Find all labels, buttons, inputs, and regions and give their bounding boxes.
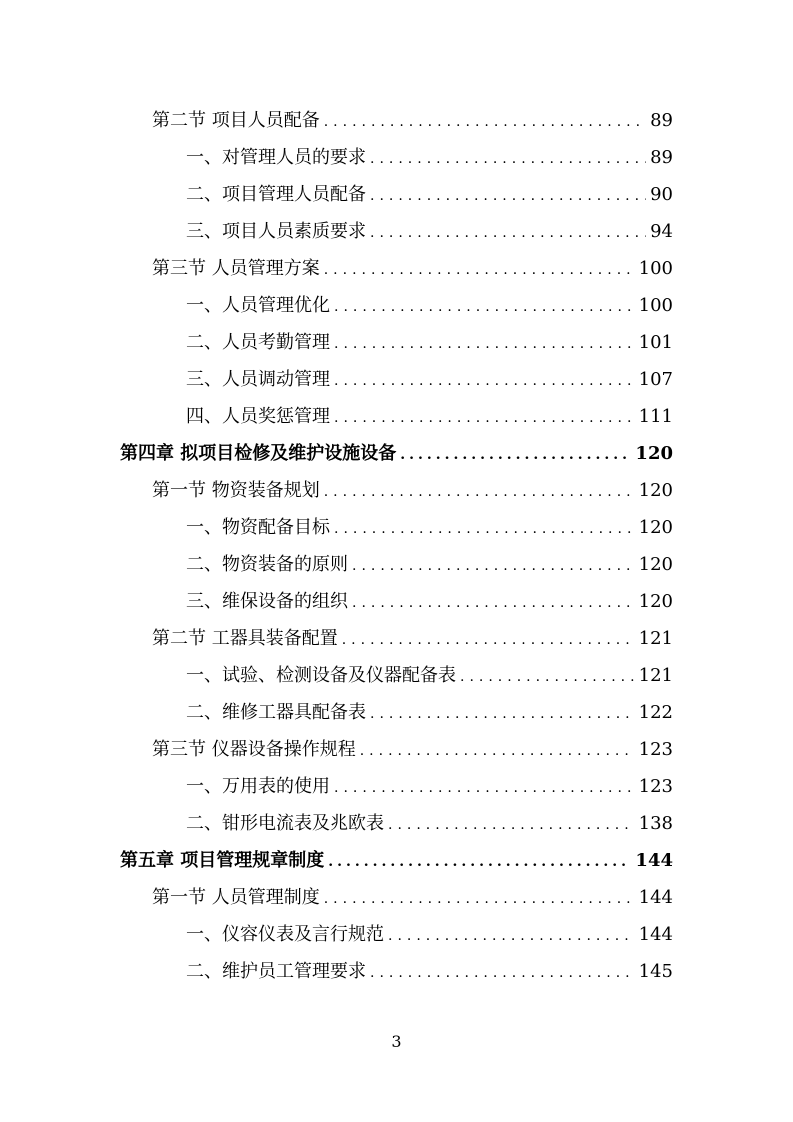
- toc-entry-label: 一、试验、检测设备及仪器配备表: [186, 665, 456, 686]
- toc-entry[interactable]: [152, 107, 673, 135]
- toc-entry[interactable]: [186, 144, 673, 172]
- toc-entry-label: 第三节 仪器设备操作规程: [152, 739, 356, 760]
- toc-leader-dots: [324, 108, 646, 136]
- toc-entry-label: 第三节 人员管理方案: [152, 258, 320, 279]
- toc-entry-page: 123: [638, 739, 673, 760]
- toc-chapter-entry[interactable]: [120, 847, 673, 875]
- toc-entry-page: 94: [650, 221, 673, 242]
- toc-entry[interactable]: [186, 514, 673, 542]
- toc-entry-label: 一、对管理人员的要求: [186, 147, 366, 168]
- toc-leader-dots: [460, 663, 635, 691]
- toc-leader-dots: [360, 737, 635, 765]
- toc-entry[interactable]: [186, 181, 673, 209]
- toc-leader-dots: [352, 589, 635, 617]
- toc-entry-page: 121: [638, 628, 673, 649]
- toc-entry-page: 144: [635, 850, 673, 871]
- toc-entry-page: 144: [638, 887, 673, 908]
- toc-entry[interactable]: [186, 218, 673, 246]
- toc-leader-dots: [342, 626, 635, 654]
- toc-entry-page: 120: [638, 480, 673, 501]
- toc-leader-dots: [352, 552, 635, 580]
- toc-leader-dots: [328, 848, 631, 876]
- toc-leader-dots: [324, 885, 635, 913]
- toc-entry-label: 三、维保设备的组织: [186, 591, 348, 612]
- toc-entry[interactable]: [152, 255, 673, 283]
- toc-leader-dots: [370, 700, 635, 728]
- toc-entry-page: 111: [638, 406, 673, 427]
- toc-entry-label: 第四章 拟项目检修及维护设施设备: [120, 443, 397, 464]
- toc-entry[interactable]: [186, 773, 673, 801]
- toc-leader-dots: [324, 478, 635, 506]
- toc-entry-label: 第二节 项目人员配备: [152, 110, 320, 131]
- toc-entry-label: 一、仪容仪表及言行规范: [186, 924, 384, 945]
- toc-entry-label: 三、项目人员素质要求: [186, 221, 366, 242]
- toc-entry-label: 二、物资装备的原则: [186, 554, 348, 575]
- toc-leader-dots: [370, 182, 646, 210]
- toc-entry-page: 101: [638, 332, 673, 353]
- toc-entry-page: 120: [638, 517, 673, 538]
- toc-entry[interactable]: [186, 588, 673, 616]
- toc-leader-dots: [334, 774, 635, 802]
- toc-entry-label: 二、项目管理人员配备: [186, 184, 366, 205]
- page-number: 3: [391, 1032, 402, 1051]
- toc-entry[interactable]: [186, 958, 673, 986]
- toc-leader-dots: [334, 293, 635, 321]
- toc-entry-page: 89: [650, 110, 673, 131]
- toc-entry-label: 第一节 人员管理制度: [152, 887, 320, 908]
- toc-entry[interactable]: [152, 736, 673, 764]
- toc-chapter-entry[interactable]: [120, 440, 673, 468]
- toc-entry-label: 四、人员奖惩管理: [186, 406, 330, 427]
- toc-entry[interactable]: [152, 625, 673, 653]
- toc-leader-dots: [400, 441, 631, 469]
- toc-entry-label: 二、维护员工管理要求: [186, 961, 366, 982]
- toc-leader-dots: [334, 367, 635, 395]
- toc-entry-page: 144: [638, 924, 673, 945]
- toc-entry-page: 100: [638, 258, 673, 279]
- toc-entry[interactable]: [186, 699, 673, 727]
- toc-entry[interactable]: [152, 477, 673, 505]
- toc-entry[interactable]: [186, 329, 673, 357]
- toc-entry[interactable]: [186, 403, 673, 431]
- toc-entry-label: 第一节 物资装备规划: [152, 480, 320, 501]
- toc-entry-label: 一、人员管理优化: [186, 295, 330, 316]
- toc-entry-label: 一、物资配备目标: [186, 517, 330, 538]
- toc-leader-dots: [334, 404, 635, 432]
- toc-entry-label: 第二节 工器具装备配置: [152, 628, 338, 649]
- toc-leader-dots: [370, 219, 646, 247]
- toc-entry-page: 90: [650, 184, 673, 205]
- toc-entry[interactable]: [186, 292, 673, 320]
- toc-entry[interactable]: [186, 366, 673, 394]
- toc-entry-page: 123: [638, 776, 673, 797]
- toc-entry[interactable]: [186, 921, 673, 949]
- toc-entry-page: 120: [638, 591, 673, 612]
- toc-entry[interactable]: [186, 810, 673, 838]
- toc-entry-page: 107: [638, 369, 673, 390]
- toc-leader-dots: [370, 145, 646, 173]
- toc-entry-page: 120: [638, 554, 673, 575]
- toc-entry-label: 一、万用表的使用: [186, 776, 330, 797]
- toc-leader-dots: [388, 922, 635, 950]
- toc-entry[interactable]: [152, 884, 673, 912]
- toc-entry-page: 100: [638, 295, 673, 316]
- toc-entry-page: 138: [638, 813, 673, 834]
- toc-leader-dots: [388, 811, 635, 839]
- toc-entry-page: 122: [638, 702, 673, 723]
- toc-entry-label: 二、钳形电流表及兆欧表: [186, 813, 384, 834]
- toc-entry[interactable]: [186, 662, 673, 690]
- toc-entry-label: 二、维修工器具配备表: [186, 702, 366, 723]
- toc-entry-label: 二、人员考勤管理: [186, 332, 330, 353]
- toc-entry[interactable]: [186, 551, 673, 579]
- toc-entry-page: 120: [635, 443, 673, 464]
- toc-entry-label: 第五章 项目管理规章制度: [120, 850, 325, 871]
- toc-entry-page: 145: [638, 961, 673, 982]
- toc-leader-dots: [324, 256, 635, 284]
- toc-entry-label: 三、人员调动管理: [186, 369, 330, 390]
- toc-entry-page: 121: [638, 665, 673, 686]
- toc-entry-page: 89: [650, 147, 673, 168]
- toc-leader-dots: [370, 959, 635, 987]
- toc-leader-dots: [334, 515, 635, 543]
- toc-leader-dots: [334, 330, 635, 358]
